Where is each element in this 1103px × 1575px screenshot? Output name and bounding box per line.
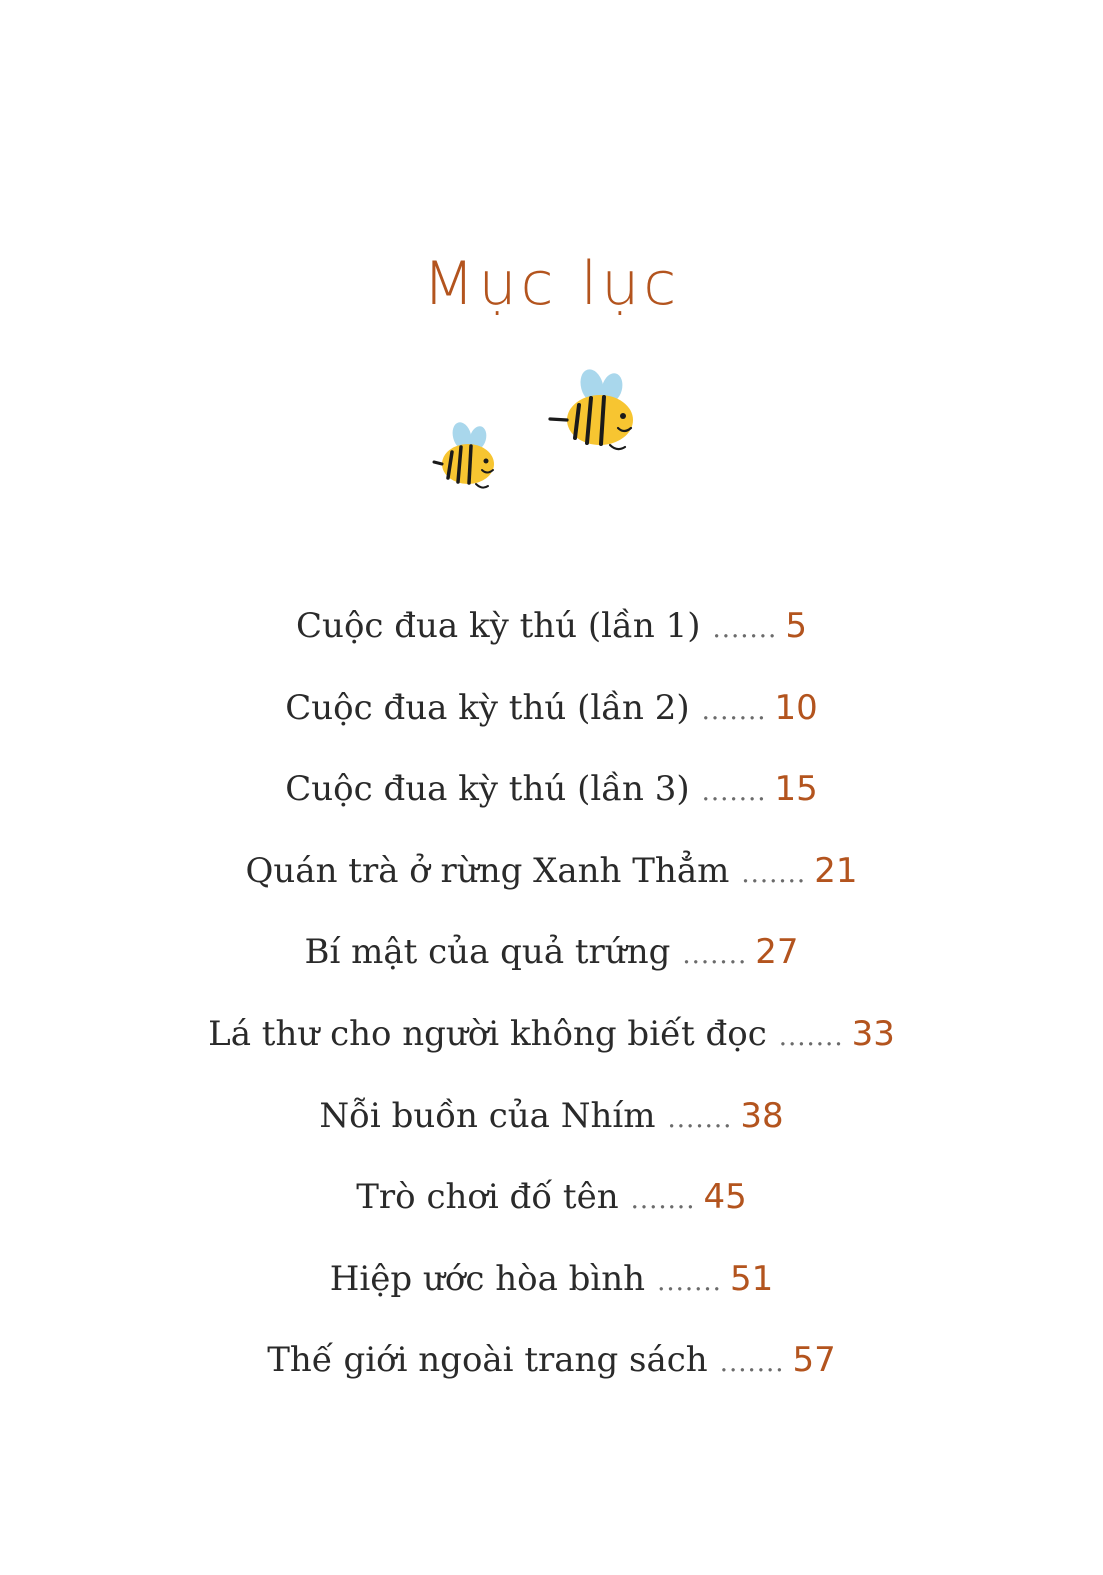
toc-entry-page: 27: [755, 932, 799, 973]
dot-leader: .......: [667, 1103, 733, 1134]
toc-entry[interactable]: [0, 596, 1103, 678]
dot-leader: .......: [701, 695, 767, 726]
dot-leader: .......: [682, 940, 748, 971]
dot-leader: .......: [712, 614, 778, 644]
toc-entry-title: Trò chơi đố tên: [356, 1177, 619, 1218]
toc-entry[interactable]: [0, 1167, 1103, 1249]
toc-entry-title: Cuộc đua kỳ thú (lần 3): [285, 769, 690, 810]
toc-entry-page: 51: [729, 1258, 774, 1299]
toc-entry[interactable]: [0, 1086, 1103, 1168]
toc-entry[interactable]: [0, 678, 1103, 760]
dot-leader: .......: [701, 777, 767, 808]
toc-entry-page: 5: [785, 606, 807, 646]
toc-entry-title: Thế giới ngoài trang sách: [267, 1340, 708, 1381]
toc-entry[interactable]: [0, 759, 1103, 841]
toc-entry-page: 38: [740, 1095, 784, 1136]
toc-entry[interactable]: [0, 1249, 1103, 1331]
toc-entry-title: Hiệp ước hòa bình: [329, 1258, 646, 1299]
toc-entry[interactable]: [0, 841, 1103, 923]
page-title: Mục lục: [422, 249, 681, 319]
dot-leader: .......: [719, 1348, 785, 1379]
toc-entry-title: Quán trà ở rừng Xanh Thẳm: [245, 850, 730, 891]
dot-leader: .......: [630, 1185, 696, 1216]
table-of-contents: [0, 596, 1103, 1412]
bees-illustration: [420, 368, 660, 508]
toc-entry[interactable]: [0, 922, 1103, 1004]
toc-entry-title: Cuộc đua kỳ thú (lần 2): [285, 687, 690, 728]
toc-entry-page: 10: [774, 687, 818, 728]
toc-entry-page: 15: [774, 769, 818, 810]
bee-icon: [434, 420, 494, 487]
bee-icon: [550, 368, 633, 449]
toc-entry[interactable]: [0, 1004, 1103, 1086]
dot-leader: .......: [741, 858, 807, 889]
toc-entry-title: Bí mật của quả trứng: [304, 932, 671, 973]
toc-entry-title: Lá thư cho người không biết đọc: [208, 1013, 767, 1054]
toc-entry-title: Nỗi buồn của Nhím: [319, 1095, 656, 1136]
dot-leader: .......: [657, 1266, 722, 1297]
toc-entry-title: Cuộc đua kỳ thú (lần 1): [296, 606, 701, 646]
dot-leader: .......: [778, 1021, 844, 1052]
toc-entry-page: 21: [814, 850, 858, 891]
toc-entry-page: 57: [792, 1340, 836, 1381]
toc-entry-page: 33: [851, 1013, 895, 1054]
toc-entry[interactable]: [0, 1330, 1103, 1412]
toc-entry-page: 45: [703, 1177, 747, 1218]
